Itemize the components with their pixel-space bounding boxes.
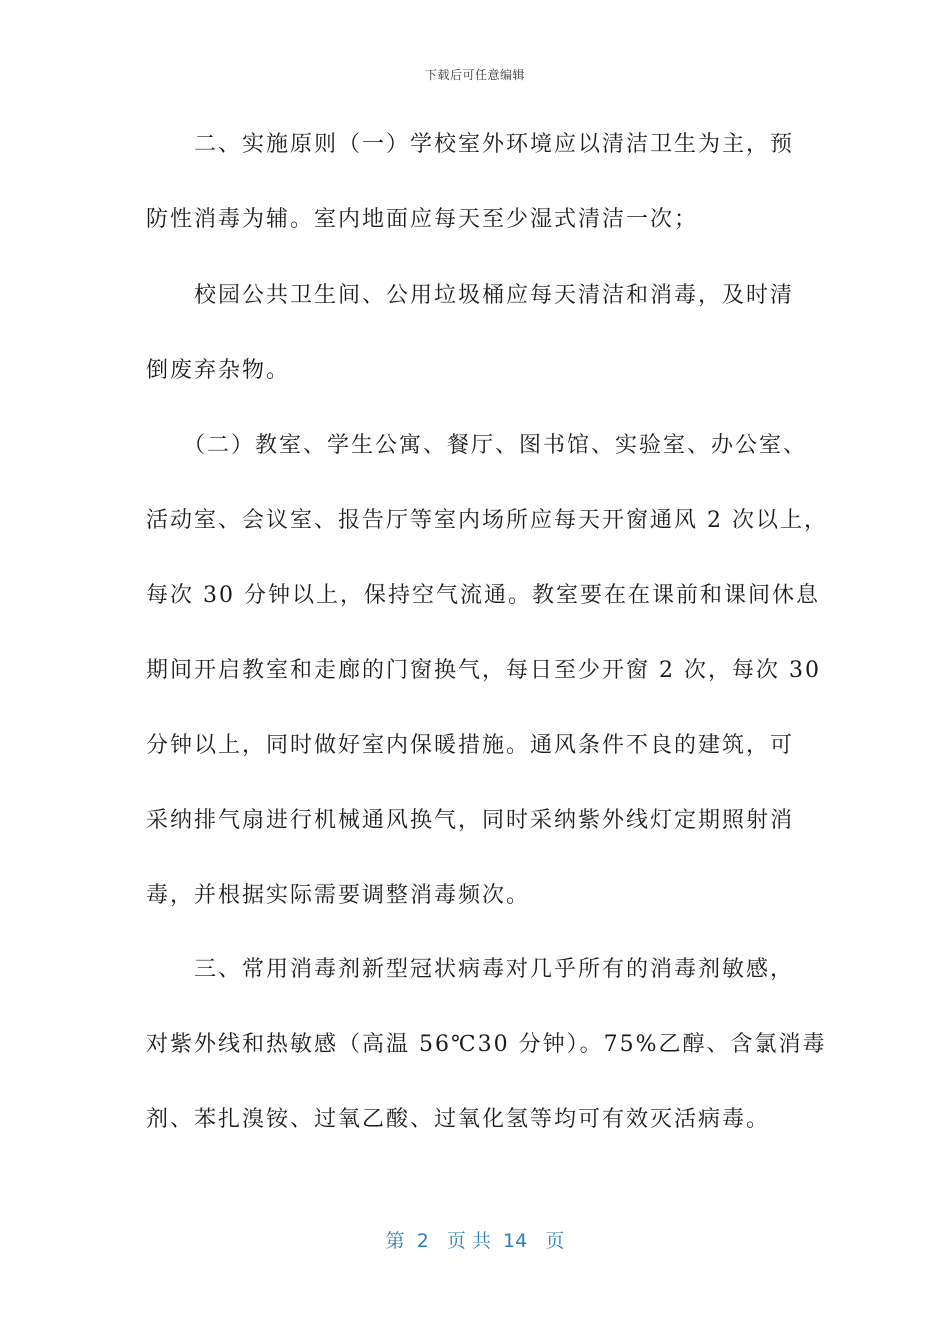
body-line: 三、常用消毒剂新型冠状病毒对几乎所有的消毒剂敏感，	[146, 957, 795, 982]
body-line: 防性消毒为辅。室内地面应每天至少湿式清洁一次；	[146, 207, 699, 232]
body-line: 每次 30 分钟以上，保持空气流通。教室要在在课前和课间休息	[146, 583, 820, 608]
body-line: 采纳排气扇进行机械通风换气，同时采纳紫外线灯定期照射消	[146, 808, 795, 833]
body-line: （二）教室、学生公寓、餐厅、图书馆、实验室、办公室、	[146, 433, 808, 458]
body-line: 剂、苯扎溴铵、过氧乙酸、过氧化氢等均可有效灭活病毒。	[146, 1107, 771, 1132]
body-line: 活动室、会议室、报告厅等室内场所应每天开窗通风 2 次以上，	[146, 508, 828, 533]
body-line: 对紫外线和热敏感（高温 56℃30 分钟）。75%乙醇、含氯消毒	[146, 1032, 827, 1057]
header-note: 下载后可任意编辑	[424, 68, 525, 82]
page-number: 第 2 页 共 14 页	[385, 1230, 565, 1252]
body-line: 校园公共卫生间、公用垃圾桶应每天清洁和消毒，及时清	[146, 283, 795, 308]
body-line: 分钟以上，同时做好室内保暖措施。通风条件不良的建筑，可	[146, 733, 795, 758]
body-line: 毒，并根据实际需要调整消毒频次。	[146, 883, 531, 908]
body-line: 二、实施原则（一）学校室外环境应以清洁卫生为主，预	[146, 132, 795, 157]
body-line: 期间开启教室和走廊的门窗换气，每日至少开窗 2 次，每次 30	[146, 658, 821, 683]
body-line: 倒废弃杂物。	[146, 358, 291, 383]
